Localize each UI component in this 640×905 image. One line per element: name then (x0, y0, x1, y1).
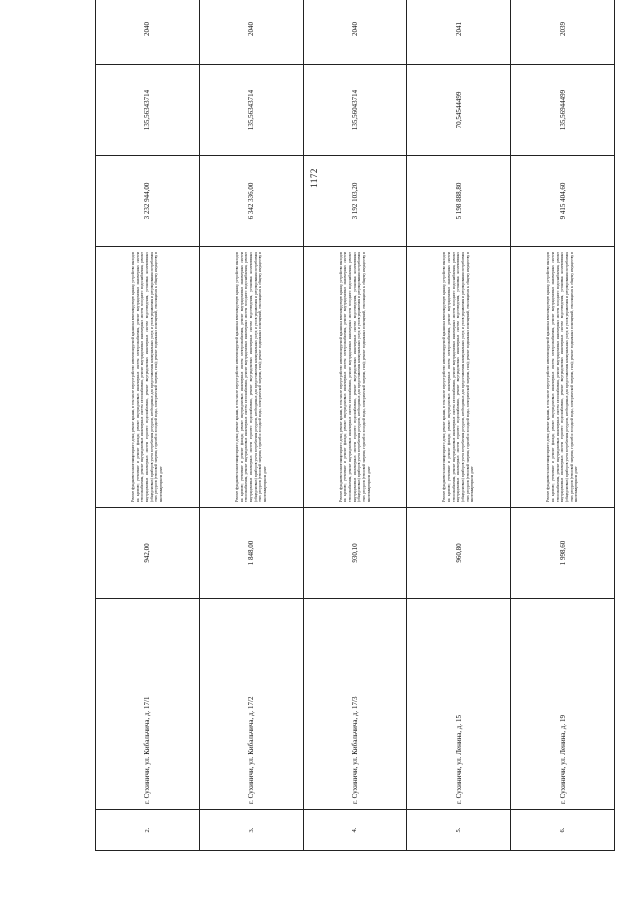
works-cell: Ремонт фундамента многоквартирного дома; ремонт крыши, в том числе переустройство невентилируемой крыши на вентилируемую крышу, устройство выходов на кровлю; утепление и ремонт фасада; ремонт внутридомовых инженерных систем электроснабжения, ремонт внутридомовых инженерных систем теплоснабжения, ремонт внутридомовых инженерных систем газоснабжения, ремонт внутридомовых инженерных систем холодного водоснабжения, ремонт внутридомовых инженерных систем горячего водоснабжения, ремонт внутридомовых инженерных систем водоотведения, установка коллективных (общедомовых) приборов учета потребления ресурсов, необходимых для предоставления коммунальных услуг, и узлов управления и регулирования потребления этих ресурсов (тепловой энергии, горячей и холодной воды, электрической энергии, газа); ремонт подвальных помещений, относящихся к общему имуществу в многоквартирном доме (303, 247, 407, 508)
cost-cell: 3 232 944,00 (96, 156, 200, 247)
address-cell: г. Сухиничи, ул. Кибальчича, д. 17/1 (96, 599, 200, 810)
table-row (199, 0, 303, 851)
table-row (303, 0, 407, 851)
row-number: 3. (199, 810, 303, 851)
address-cell: г. Сухиничи, ул. Ленина, д. 19 (511, 599, 615, 810)
tariff-cell: 135,56343714 (96, 65, 200, 156)
tariff-cell: 135,56944499 (511, 65, 615, 156)
tariff-cell: 70,54544499 (407, 65, 511, 156)
address-cell: г. Сухиничи, ул. Кибальчича, д. 17/2 (199, 599, 303, 810)
works-cell: Ремонт фундамента многоквартирного дома; ремонт крыши, в том числе переустройство невентилируемой крыши на вентилируемую крышу, устройство выходов на кровлю; утепление и ремонт фасада; ремонт внутридомовых инженерных систем электроснабжения, ремонт внутридомовых инженерных систем теплоснабжения, ремонт внутридомовых инженерных систем газоснабжения, ремонт внутридомовых инженерных систем холодного водоснабжения, ремонт внутридомовых инженерных систем горячего водоснабжения, ремонт внутридомовых инженерных систем водоотведения, установка коллективных (общедомовых) приборов учета потребления ресурсов, необходимых для предоставления коммунальных услуг, и узлов управления и регулирования потребления этих ресурсов (тепловой энергии, горячей и холодной воды, электрической энергии, газа); ремонт подвальных помещений, относящихся к общему имуществу в многоквартирном доме (511, 247, 615, 508)
area-cell: 1 998,60 (511, 508, 615, 599)
year-cell: 2040 (96, 0, 200, 65)
works-cell: Ремонт фундамента многоквартирного дома; ремонт крыши, в том числе переустройство невентилируемой крыши на вентилируемую крышу, устройство выходов на кровлю; утепление и ремонт фасада; ремонт внутридомовых инженерных систем электроснабжения, ремонт внутридомовых инженерных систем теплоснабжения, ремонт внутридомовых инженерных систем газоснабжения, ремонт внутридомовых инженерных систем холодного водоснабжения, ремонт внутридомовых инженерных систем горячего водоснабжения, ремонт внутридомовых инженерных систем водоотведения, установка коллективных (общедомовых) приборов учета потребления ресурсов, необходимых для предоставления коммунальных услуг, и узлов управления и регулирования потребления этих ресурсов (тепловой энергии, горячей и холодной воды, электрической энергии, газа); ремонт подвальных помещений, относящихся к общему имуществу в многоквартирном доме (407, 247, 511, 508)
area-cell: 930,10 (303, 508, 407, 599)
year-cell: 2040 (303, 0, 407, 65)
cost-cell: 5 198 888,80 (407, 156, 511, 247)
table-row (96, 0, 200, 851)
cost-cell: 3 192 103,20 (303, 156, 407, 247)
area-cell: 942,00 (96, 508, 200, 599)
cost-cell: 6 342 336,00 (199, 156, 303, 247)
row-number: 2. (96, 810, 200, 851)
tariff-cell: 135,56043714 (303, 65, 407, 156)
address-cell: г. Сухиничи, ул. Ленина, д. 15 (407, 599, 511, 810)
row-number: 4. (303, 810, 407, 851)
row-number: 6. (511, 810, 615, 851)
table-row (511, 0, 615, 851)
table-row (407, 0, 511, 851)
works-cell: Ремонт фундамента многоквартирного дома; ремонт крыши, в том числе переустройство невентилируемой крыши на вентилируемую крышу, устройство выходов на кровлю; утепление и ремонт фасада; ремонт внутридомовых инженерных систем электроснабжения, ремонт внутридомовых инженерных систем теплоснабжения, ремонт внутридомовых инженерных систем газоснабжения, ремонт внутридомовых инженерных систем холодного водоснабжения, ремонт внутридомовых инженерных систем горячего водоснабжения, ремонт внутридомовых инженерных систем водоотведения, установка коллективных (общедомовых) приборов учета потребления ресурсов, необходимых для предоставления коммунальных услуг, и узлов управления и регулирования потребления этих ресурсов (тепловой энергии, горячей и холодной воды, электрической энергии, газа); ремонт подвальных помещений, относящихся к общему имуществу в многоквартирном доме (96, 247, 200, 508)
capital-repair-table (95, 0, 615, 851)
tariff-cell: 135,56343714 (199, 65, 303, 156)
year-cell: 2039 (511, 0, 615, 65)
rotated-table-container (95, 22, 615, 851)
works-cell: Ремонт фундамента многоквартирного дома; ремонт крыши, в том числе переустройство невентилируемой крыши на вентилируемую крышу, устройство выходов на кровлю; утепление и ремонт фасада; ремонт внутридомовых инженерных систем электроснабжения, ремонт внутридомовых инженерных систем теплоснабжения, ремонт внутридомовых инженерных систем газоснабжения, ремонт внутридомовых инженерных систем холодного водоснабжения, ремонт внутридомовых инженерных систем горячего водоснабжения, ремонт внутридомовых инженерных систем водоотведения, установка коллективных (общедомовых) приборов учета потребления ресурсов, необходимых для предоставления коммунальных услуг, и узлов управления и регулирования потребления этих ресурсов (тепловой энергии, горячей и холодной воды, электрической энергии, газа); ремонт подвальных помещений, относящихся к общему имуществу в многоквартирном доме (199, 247, 303, 508)
year-cell: 2041 (407, 0, 511, 65)
cost-cell: 9 415 404,60 (511, 156, 615, 247)
address-cell: г. Сухиничи, ул. Кибальчича, д. 17/3 (303, 599, 407, 810)
row-number: 5. (407, 810, 511, 851)
year-cell: 2040 (199, 0, 303, 65)
area-cell: 960,80 (407, 508, 511, 599)
area-cell: 1 848,00 (199, 508, 303, 599)
page-number: 1172 (309, 168, 319, 188)
